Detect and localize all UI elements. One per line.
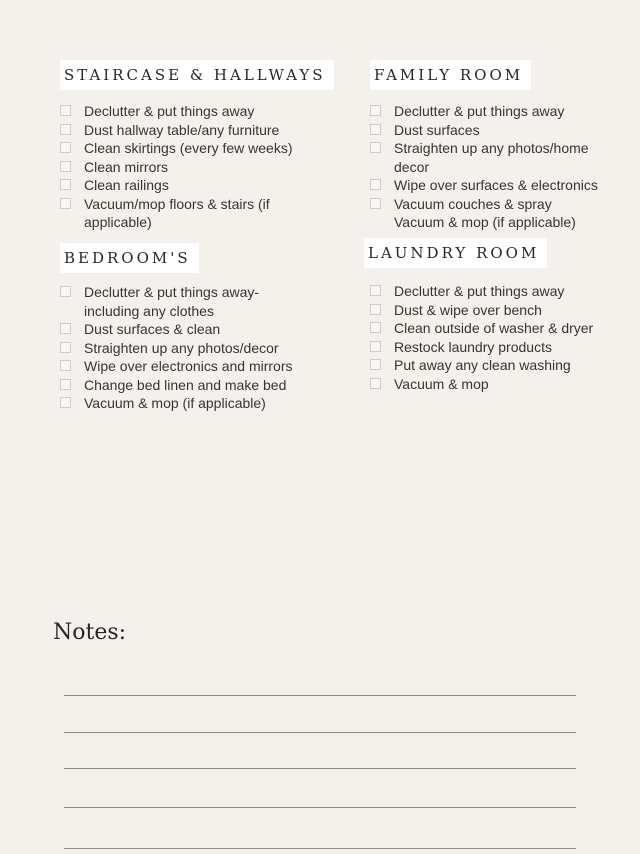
item-label: Change bed linen and make bed	[84, 376, 287, 393]
section-family-room	[370, 60, 620, 232]
item-label: Dust surfaces & clean	[84, 321, 221, 337]
checklist-item[interactable]	[60, 121, 350, 140]
checkbox[interactable]	[370, 285, 381, 296]
item-label: Clean mirrors	[84, 158, 169, 175]
item-label: Restock laundry products	[394, 338, 552, 355]
checkbox[interactable]	[60, 105, 71, 116]
checklist	[370, 102, 620, 232]
checklist-item[interactable]	[370, 102, 620, 121]
item-label: Dust & wipe over bench	[394, 301, 542, 318]
item-label: Put away any clean washing	[394, 357, 571, 373]
checkbox[interactable]	[370, 105, 381, 116]
item-label: Vacuum & mop (if applicable)	[394, 214, 576, 230]
checklist-item[interactable]	[370, 338, 620, 357]
checklist-item[interactable]	[370, 195, 620, 214]
note-line[interactable]	[64, 768, 576, 769]
checkbox[interactable]	[60, 342, 71, 353]
checkbox[interactable]	[60, 379, 71, 390]
section-heading: LAUNDRY ROOM	[364, 238, 547, 268]
item-label: Dust hallway table/any furniture	[84, 121, 280, 138]
checkbox[interactable]	[370, 378, 381, 389]
checkbox[interactable]	[60, 198, 71, 209]
item-label: Declutter & put things away- including any clothes	[84, 284, 260, 319]
checklist-item[interactable]	[60, 394, 350, 413]
item-label: Vacuum/mop floors & stairs (if applicable)	[84, 195, 270, 230]
item-label: Clean skirtings (every few weeks)	[84, 140, 293, 156]
section-bedrooms	[60, 243, 350, 413]
note-line[interactable]	[64, 807, 576, 808]
checklist	[60, 102, 350, 232]
checklist-item[interactable]	[370, 176, 620, 195]
checkbox[interactable]	[370, 142, 381, 153]
checkbox[interactable]	[370, 322, 381, 333]
checklist-item[interactable]	[60, 158, 350, 177]
checkbox[interactable]	[370, 198, 381, 209]
checklist-item[interactable]	[60, 102, 350, 121]
checklist-item[interactable]	[60, 320, 350, 339]
section-heading: FAMILY ROOM	[370, 60, 531, 90]
item-label: Dust surfaces	[394, 121, 480, 138]
checklist-item[interactable]	[60, 139, 350, 158]
section-heading: STAIRCASE & HALLWAYS	[60, 60, 334, 90]
checkbox[interactable]	[60, 179, 71, 190]
checkbox[interactable]	[60, 323, 71, 334]
item-label: Wipe over electronics and mirrors	[84, 358, 293, 374]
item-label: Vacuum & mop (if applicable)	[84, 395, 266, 411]
item-label: Straighten up any photos/home decor	[394, 140, 589, 175]
checklist-item[interactable]	[370, 319, 594, 338]
notes-title: Notes:	[53, 620, 127, 645]
item-label: Straighten up any photos/decor	[84, 339, 279, 356]
section-laundry-room	[364, 238, 620, 393]
checkbox[interactable]	[370, 359, 381, 370]
checklist-item[interactable]	[370, 356, 620, 375]
checklist-item[interactable]	[370, 213, 620, 232]
checkbox[interactable]	[370, 179, 381, 190]
checkbox[interactable]	[370, 304, 381, 315]
item-label: Wipe over surfaces & electronics	[394, 177, 598, 193]
checkbox[interactable]	[60, 397, 71, 408]
checklist-item[interactable]	[370, 375, 620, 394]
item-label: Declutter & put things away	[84, 103, 255, 119]
checkbox[interactable]	[60, 360, 71, 371]
item-label: Vacuum couches & spray	[394, 195, 552, 212]
checklist-item[interactable]	[370, 282, 620, 301]
checkbox[interactable]	[60, 161, 71, 172]
item-label: Clean outside of washer & dryer	[394, 320, 594, 336]
note-line[interactable]	[64, 732, 576, 733]
checklist-item[interactable]	[60, 357, 350, 376]
checklist-item[interactable]	[60, 195, 284, 232]
checkbox[interactable]	[60, 286, 71, 297]
item-label: Declutter & put things away	[394, 103, 565, 119]
note-line[interactable]	[64, 848, 576, 849]
checklist-item[interactable]	[60, 376, 350, 395]
checklist-item[interactable]	[60, 283, 284, 320]
checkbox[interactable]	[60, 124, 71, 135]
checklist-item[interactable]	[60, 339, 350, 358]
checklist-item[interactable]	[370, 139, 599, 176]
checklist-item[interactable]	[60, 176, 350, 195]
item-label: Vacuum & mop	[394, 375, 489, 392]
checklist	[60, 283, 350, 413]
checkbox[interactable]	[60, 142, 71, 153]
checklist	[370, 282, 620, 393]
note-line[interactable]	[64, 695, 576, 696]
checkbox[interactable]	[370, 341, 381, 352]
item-label: Clean railings	[84, 177, 169, 193]
item-label: Declutter & put things away	[394, 283, 565, 299]
checklist-item[interactable]	[370, 121, 620, 140]
checklist-item[interactable]	[370, 301, 620, 320]
section-staircase-hallways	[60, 60, 350, 232]
checkbox[interactable]	[370, 124, 381, 135]
section-heading: BEDROOM'S	[60, 243, 199, 273]
